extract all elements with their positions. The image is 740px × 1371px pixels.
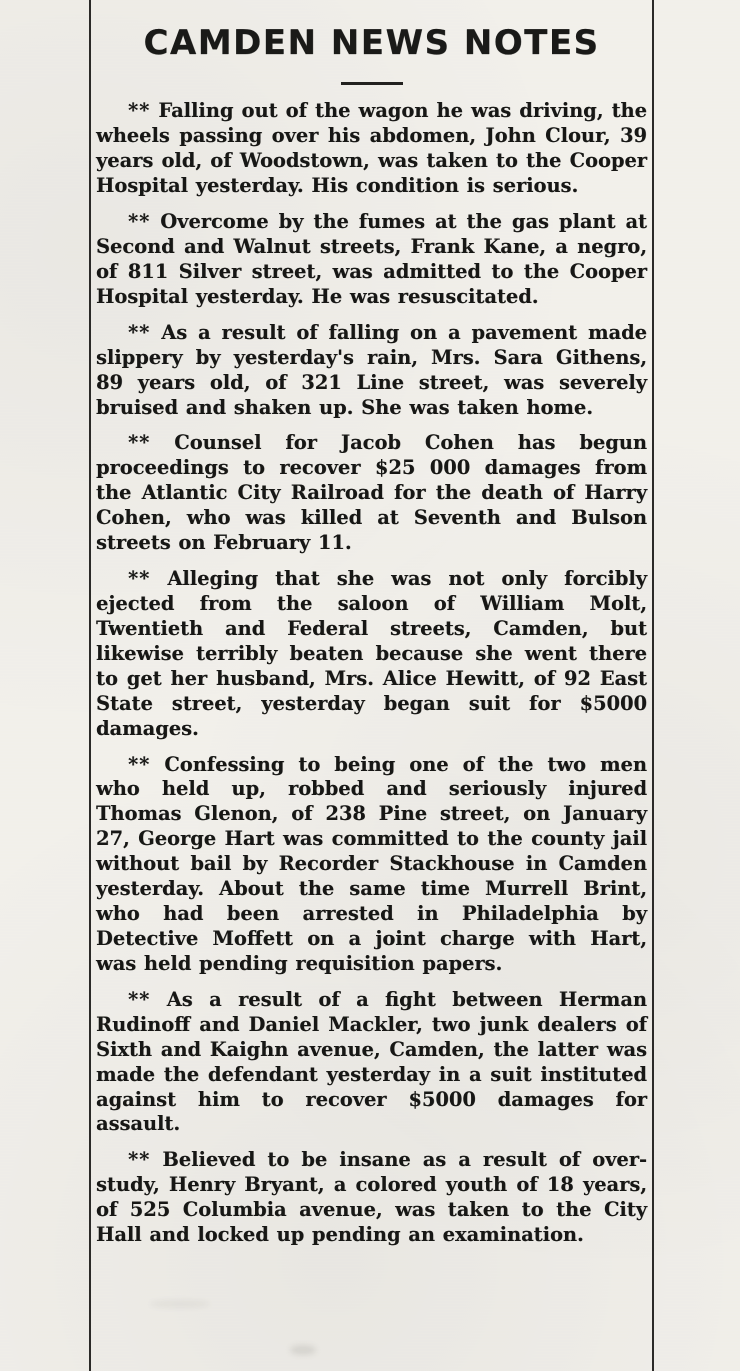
news-item-text: Overcome by the fumes at the gas plant at Second and Walnut streets, Frank Kane, a negro, of 811 Silver street, was admitted to the Cooper Hospital yesterday. He was resuscitated.	[96, 210, 647, 308]
news-item-text: As a result of a fight between Herman Rudinoff and Daniel Mackler, two junk dealers of Sixth and Kaighn avenue, Camden, the latter was made the defendant yesterday in a suit instituted against him to recover $5000 damages for assault.	[96, 987, 647, 1136]
news-item-text: As a result of falling on a pavement made slippery by yesterday's rain, Mrs. Sara Githens, 89 years old, of 321 Line street, was severely bruised and shaken up. She was taken home.	[96, 320, 647, 419]
news-item	[96, 321, 647, 421]
news-item-text: Counsel for Jacob Cohen has begun proceedings to recover $25 000 damages from the Atlantic City Railroad for the death of Harry Cohen, who was killed at Seventh and Bulson streets on February 11.	[96, 431, 647, 555]
bullet-marker: **	[128, 320, 151, 344]
news-item-text: Believed to be insane as a result of over-study, Henry Bryant, a colored youth of 18 years, of 525 Columbia avenue, was taken to the City Hall and locked up pending an examination.	[96, 1148, 647, 1247]
news-item	[96, 431, 647, 556]
bullet-marker: **	[128, 99, 151, 123]
news-item	[96, 753, 647, 977]
bullet-marker: **	[128, 431, 151, 455]
page-title: CAMDEN NEWS NOTES	[143, 23, 600, 63]
news-item-text: Alleging that she was not only forcibly ejected from the saloon of William Molt, Twentieth and Federal streets, Camden, but likewise terribly beaten because she went there to get her husband, Mrs. Alice Hewitt, of 92 East State street, yesterday began suit for $5000 damages.	[96, 567, 647, 740]
bullet-marker: **	[128, 567, 151, 591]
headline-divider	[341, 82, 403, 85]
bullet-marker: **	[128, 987, 151, 1011]
news-item	[96, 1148, 647, 1248]
news-item	[96, 988, 647, 1138]
column-rule-left	[89, 0, 91, 1371]
column-rule-right	[652, 0, 654, 1371]
bullet-marker: **	[128, 752, 151, 776]
bullet-marker: **	[128, 210, 151, 234]
news-item-text: Falling out of the wagon he was driving, the wheels passing over his abdomen, John Clour, 39 years old, of Woodstown, was taken to the Cooper Hospital yesterday. His condition is serious.	[96, 99, 647, 198]
news-item	[96, 99, 647, 199]
bullet-marker: **	[128, 1148, 151, 1172]
news-item	[96, 210, 647, 310]
news-item-text: Confessing to being one of the two men who held up, robbed and seriously injured Thomas Glenon, of 238 Pine street, on January 27, George Hart was committed to the county jail without bail by Recorder Stackhouse in Camden yesterday. About the same time Murrell Brint, who had been arrested in Philadelphia by Detective Moffett on a joint charge with Hart, was held pending requisition papers.	[96, 752, 647, 975]
news-item	[96, 567, 647, 741]
article-column	[96, 0, 647, 1371]
